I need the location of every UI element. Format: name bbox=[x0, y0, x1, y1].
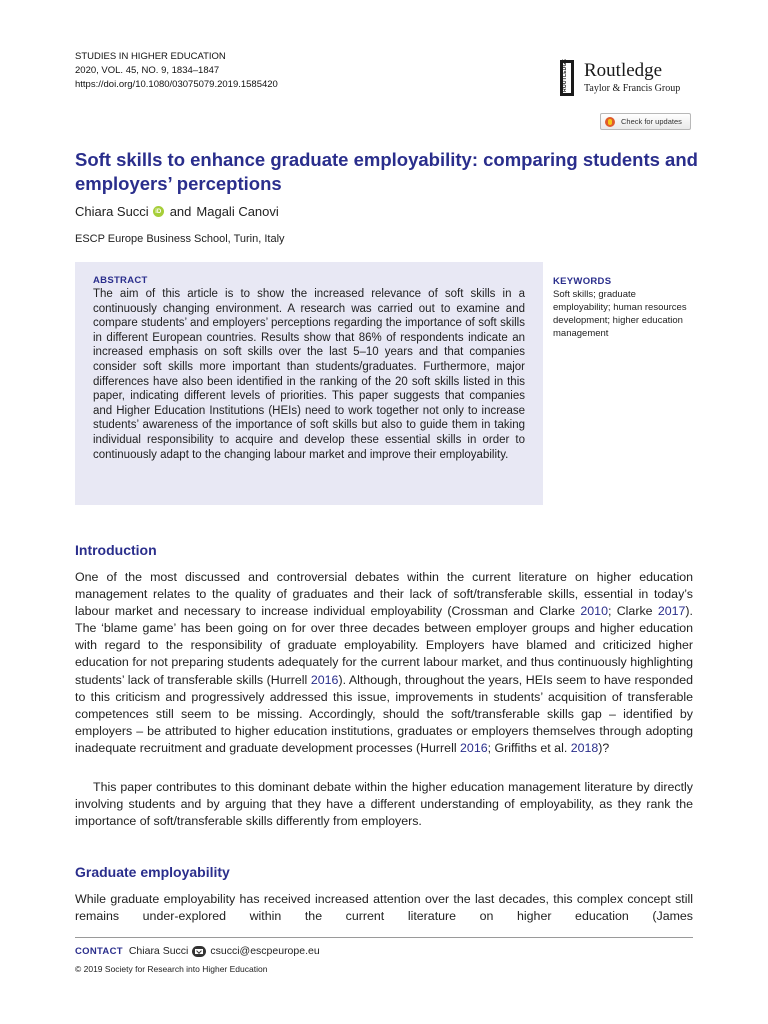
article-title: Soft skills to enhance graduate employability: comparing students and employers’ perceptions bbox=[75, 149, 698, 194]
footer-divider bbox=[75, 937, 693, 938]
abstract-box bbox=[75, 262, 543, 505]
journal-info bbox=[75, 50, 278, 92]
crossmark-icon bbox=[605, 117, 615, 127]
citation-link[interactable]: 2017 bbox=[657, 604, 686, 619]
introduction-paragraph-2: This paper contributes to this dominant debate within the higher education management literature by directly involving students and by arguing that they have a different understanding of employability, as they rank the importance of soft/transferable skills differently from employers. bbox=[75, 780, 693, 829]
author-line bbox=[75, 204, 279, 219]
journal-name: STUDIES IN HIGHER EDUCATION bbox=[75, 51, 226, 62]
introduction-paragraph-1 bbox=[75, 569, 693, 757]
contact-name: Chiara Succi bbox=[128, 945, 189, 957]
paragraph-text: One of the most discussed and controversial debates within the current literature on higher education management relates to the quality of graduates and their lack of soft/transferable skills, essential in today’s labour market and necessary to increase individual employability (Crossman and Clarke bbox=[75, 570, 693, 619]
keywords-heading: KEYWORDS bbox=[553, 276, 612, 287]
abstract-text: The aim of this article is to show the increased relevance of soft skills in a continuously changing environment. A research was carried out to examine and compare students’ and employers’ perceptions regarding the importance of soft skills in different European countries. Results show that 86% of respondents indicate an increased emphasis on soft skills over the last 5–10 years and that companies consider soft skills more important than students/graduates. Furthermore, major differences have also been identified in the ranking of the 20 soft skills listed in this paper, indicating different levels of priorities. This paper suggests that companies and Higher Education Institutions (HEIs) need to work together not only to increase students’ awareness of the importance of soft skills but also to guide them in taking individual responsibility to acquire and develop these essential skills in order to continuously adapt to the changing labour market and improve their employability. bbox=[93, 288, 525, 461]
author-1: Chiara Succi bbox=[75, 204, 149, 219]
paragraph-text: ). The ‘blame game’ has been going on for over three decades between employer groups and higher education with regard to the responsibility of graduate employability. Employers have blamed and criticized higher education for not preparing students adequately for the current labour market, and thus continuously highlighting students’ lack of transferable skills (Hurrell bbox=[75, 604, 693, 687]
orcid-icon[interactable]: iD bbox=[153, 206, 164, 217]
copyright-notice: © 2019 Society for Research into Higher Education bbox=[75, 964, 268, 974]
routledge-mark-icon bbox=[560, 60, 574, 96]
check-for-updates-label: Check for updates bbox=[621, 117, 682, 126]
publisher-logo bbox=[560, 60, 700, 100]
contact-email[interactable]: csucci@escpeurope.eu bbox=[210, 945, 320, 957]
paragraph-text: )? bbox=[598, 740, 610, 755]
paragraph-text: ). Although, throughout the years, HEIs seem to have responded to this criticism and progressively addressed this issue, improvements in students’ acquisition of transferable competences still seem to be missing. Accordingly, should the soft/transferable skills gap – identified by employers – be attributed to higher education institutions, graduates or employers themselves through adopting inadequate recruitment and graduate development processes (Hurrell bbox=[75, 672, 693, 755]
author-2: Magali Canovi bbox=[196, 204, 279, 219]
abstract-heading: ABSTRACT bbox=[93, 275, 148, 286]
citation-link[interactable]: 2016 bbox=[460, 740, 488, 755]
keywords-block bbox=[553, 276, 693, 340]
mail-icon bbox=[192, 946, 206, 957]
citation-link[interactable]: 2018 bbox=[570, 740, 599, 755]
check-for-updates-button[interactable] bbox=[600, 113, 691, 130]
publisher-mark-text: ROUTLEDGE bbox=[562, 58, 568, 92]
citation-link[interactable]: 2016 bbox=[310, 672, 339, 687]
author-connector: and bbox=[169, 204, 192, 219]
contact-line bbox=[75, 945, 320, 957]
keywords-text: Soft skills; graduate employability; human resources development; higher education management bbox=[553, 289, 687, 339]
affiliation: ESCP Europe Business School, Turin, Italy bbox=[75, 233, 285, 245]
contact-label: CONTACT bbox=[75, 945, 123, 957]
graduate-employability-heading: Graduate employability bbox=[75, 864, 230, 880]
paragraph-text: ; Griffiths et al. bbox=[487, 740, 571, 755]
citation-link[interactable]: 2010 bbox=[580, 604, 608, 619]
publisher-name: Routledge bbox=[584, 60, 663, 81]
graduate-employability-paragraph-1: While graduate employability has received increased attention over the last decades, this complex concept still remains under-explored within the current literature on higher education (James bbox=[75, 892, 693, 924]
publisher-subtitle: Taylor & Francis Group bbox=[584, 83, 681, 94]
volume-info: 2020, VOL. 45, NO. 9, 1834–1847 bbox=[75, 65, 220, 76]
doi-link[interactable]: https://doi.org/10.1080/03075079.2019.1585420 bbox=[75, 79, 278, 90]
introduction-heading: Introduction bbox=[75, 542, 157, 558]
paragraph-text: ; Clarke bbox=[607, 604, 658, 619]
